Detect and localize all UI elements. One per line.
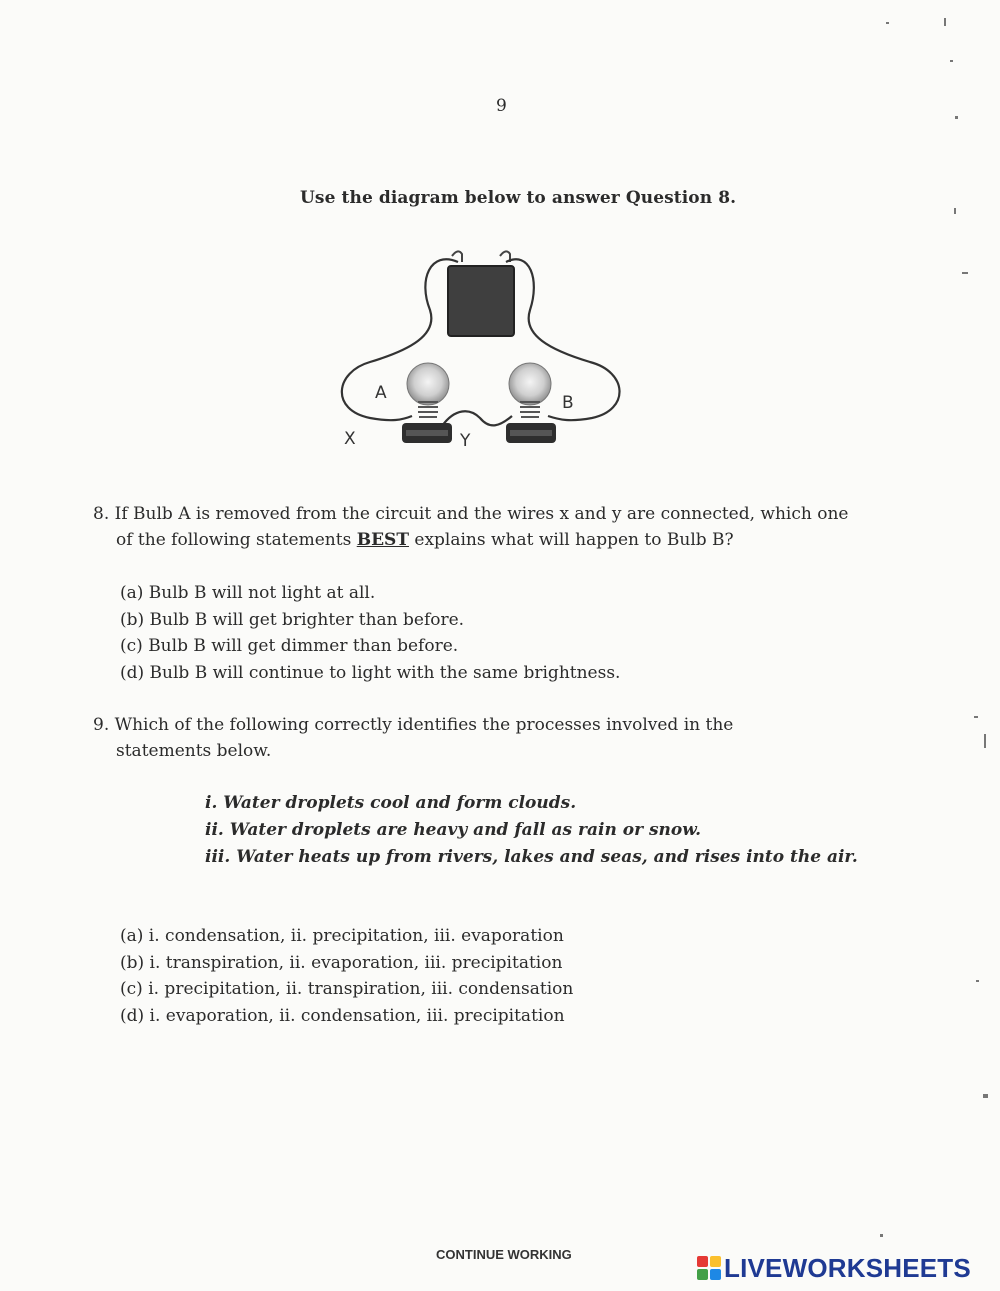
q9-option-c[interactable]: (c) i. precipitation, ii. transpiration, iii. condensation [120, 979, 574, 999]
battery [448, 266, 514, 336]
question-9-line-1: 9. Which of the following correctly identifies the processes involved in the [93, 715, 734, 735]
question-8-line-1: 8. If Bulb A is removed from the circuit and the wires x and y are connected, which one [93, 504, 849, 524]
label-a: A [375, 383, 387, 403]
scan-speck [976, 980, 979, 982]
scan-speck [984, 734, 986, 748]
scan-speck [983, 1094, 988, 1098]
scan-speck [944, 18, 946, 26]
circuit-diagram [330, 240, 630, 465]
q8-option-d[interactable]: (d) Bulb B will continue to light with the same brightness. [120, 662, 621, 683]
scan-speck [974, 716, 978, 718]
liveworksheets-logo [697, 1253, 971, 1283]
question-9-statements [205, 790, 858, 871]
statement-i: i. Water droplets cool and form clouds. [205, 793, 577, 813]
question-9-line-2: statements below. [116, 741, 272, 761]
q8-option-b[interactable]: (b) Bulb B will get brighter than before. [120, 609, 465, 630]
bulb-a [402, 363, 452, 443]
q9-option-d[interactable]: (d) i. evaporation, ii. condensation, iii. precipitation [120, 1005, 565, 1026]
scan-speck [886, 22, 889, 24]
label-b: B [562, 393, 574, 413]
page-number: 9 [496, 96, 507, 116]
q9-option-b[interactable]: (b) i. transpiration, ii. evaporation, iii. precipitation [120, 952, 563, 973]
label-x: X [344, 429, 356, 449]
scan-speck [880, 1234, 883, 1237]
statement-iii: iii. Water heats up from rivers, lakes and seas, and rises into the air. [205, 847, 858, 867]
scan-speck [955, 116, 958, 119]
bulb-b [506, 363, 556, 443]
question-9-options [120, 923, 573, 1029]
statement-ii: ii. Water droplets are heavy and fall as rain or snow. [205, 820, 702, 840]
question-8-text-pre: of the following statements [116, 530, 357, 550]
scan-speck [950, 60, 953, 62]
question-8 [93, 501, 893, 553]
q8-option-c[interactable]: (c) Bulb B will get dimmer than before. [120, 636, 459, 656]
q9-option-a[interactable]: (a) i. condensation, ii. precipitation, iii. evaporation [120, 926, 564, 946]
q8-option-a[interactable]: (a) Bulb B will not light at all. [120, 583, 376, 603]
label-y: Y [460, 431, 471, 451]
emphasis-best: BEST [356, 530, 409, 550]
question-8-options [120, 580, 620, 686]
continue-working-footer: CONTINUE WORKING [436, 1247, 572, 1262]
instruction-heading: Use the diagram below to answer Question 8. [300, 188, 737, 208]
scan-speck [962, 272, 968, 274]
question-9 [93, 712, 893, 764]
scan-speck [954, 208, 956, 214]
battery-terminals [452, 251, 510, 262]
question-8-line-2 [93, 527, 893, 553]
liveworksheets-logo-icon [697, 1256, 721, 1280]
question-8-text-post: explains what will happen to Bulb B? [408, 530, 734, 550]
liveworksheets-logo-text: LIVEWORKSHEETS [724, 1252, 971, 1283]
